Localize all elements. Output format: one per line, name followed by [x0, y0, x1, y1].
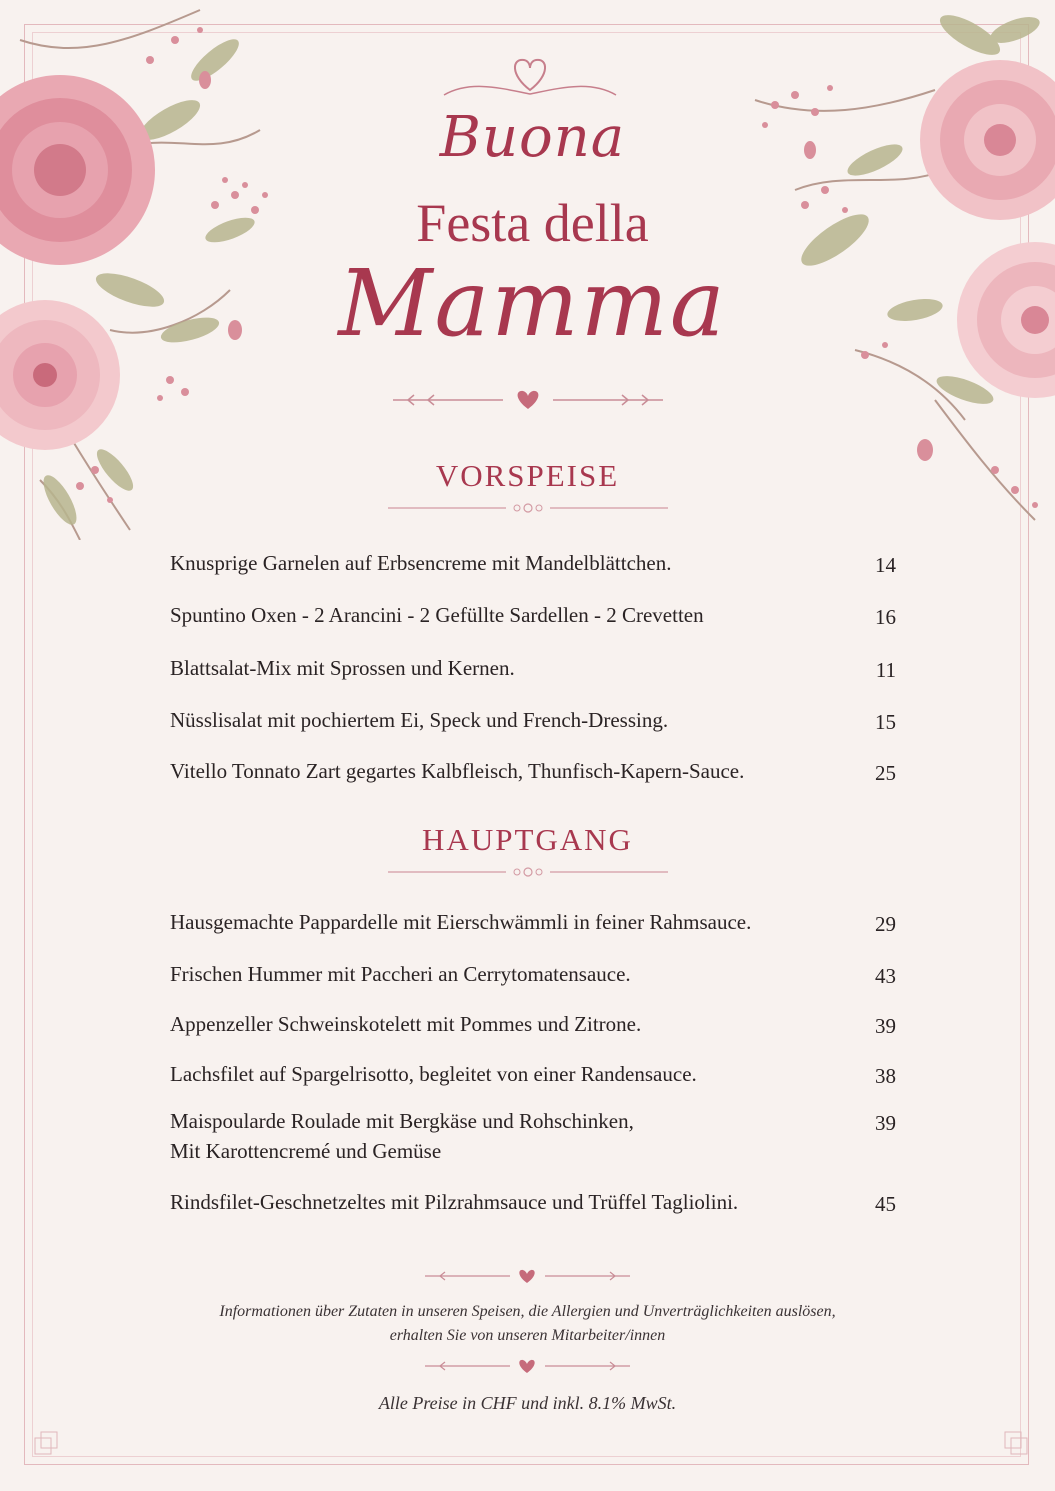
menu-item-description: Mit Karottencremé und Gemüse	[170, 1139, 442, 1163]
corner-ornament-bottom-left	[33, 1430, 59, 1456]
heart-divider	[420, 1356, 635, 1376]
section-divider	[388, 498, 668, 518]
allergy-note-line2: erhalten Sie von unseren Mitarbeiter/innen	[389, 1327, 666, 1344]
menu-item-name: Appenzeller Schweinskotelett mit Pommes und Zitrone.	[170, 1012, 642, 1036]
allergy-note-line1: Informationen über Zutaten in unseren Speisen, die Allergien und Unverträglichkeiten auslösen,	[219, 1303, 836, 1320]
title-festa-della: Festa della	[416, 193, 649, 253]
menu-item-name: Maispoularde Roulade mit Bergkäse und Rohschinken,	[170, 1109, 634, 1133]
menu-item-name: Hausgemachte Pappardelle mit Eierschwämmli in feiner Rahmsauce.	[170, 910, 752, 934]
title-mamma: Mamma	[338, 250, 727, 357]
section-divider	[388, 862, 668, 882]
menu-item-price: 38	[875, 1064, 896, 1088]
menu-item-name: Spuntino Oxen - 2 Arancini - 2 Gefüllte Sardellen - 2 Crevetten	[170, 603, 704, 627]
heart-divider	[388, 385, 668, 415]
menu-item-name: Nüsslisalat mit pochiertem Ei, Speck und French-Dressing.	[170, 708, 669, 732]
section-title-vorspeise: VORSPEISE	[435, 458, 620, 493]
menu-item-name: Vitello Tonnato Zart gegartes Kalbfleisch, Thunfisch-Kapern-Sauce.	[170, 759, 745, 783]
menu-item-name: Lachsfilet auf Spargelrisotto, begleitet von einer Randensauce.	[170, 1062, 697, 1086]
menu-item-name: Blattsalat-Mix mit Sprossen und Kernen.	[170, 656, 515, 680]
heart-swirl-ornament	[430, 50, 630, 110]
section-title-hauptgang: HAUPTGANG	[422, 822, 633, 857]
heart-divider	[420, 1266, 635, 1286]
peony-bouquet-right	[735, 0, 1055, 540]
menu-item-price: 43	[875, 964, 896, 988]
allergy-note	[140, 1300, 915, 1348]
price-note: Alle Preise in CHF und inkl. 8.1% MwSt.	[378, 1393, 677, 1413]
menu-item-price: 45	[875, 1192, 896, 1216]
menu-item-price: 16	[875, 605, 896, 629]
menu-item-price: 39	[875, 1014, 896, 1038]
title-buona: Buona	[439, 105, 626, 170]
menu-item-name: Rindsfilet-Geschnetzeltes mit Pilzrahmsauce und Trüffel Tagliolini.	[170, 1190, 739, 1214]
menu-item-price: 15	[875, 710, 896, 734]
peony-bouquet-left	[0, 0, 300, 540]
menu-item-price: 29	[875, 912, 896, 936]
corner-ornament-bottom-right	[1003, 1430, 1029, 1456]
menu-item-price: 14	[875, 553, 896, 577]
menu-item-price: 25	[875, 761, 896, 785]
menu-item-price: 11	[875, 658, 896, 682]
menu-item-name: Frischen Hummer mit Paccheri an Cerrytomatensauce.	[170, 962, 631, 986]
menu-item-price: 39	[875, 1111, 896, 1135]
menu-item-name: Knusprige Garnelen auf Erbsencreme mit Mandelblättchen.	[170, 551, 672, 575]
